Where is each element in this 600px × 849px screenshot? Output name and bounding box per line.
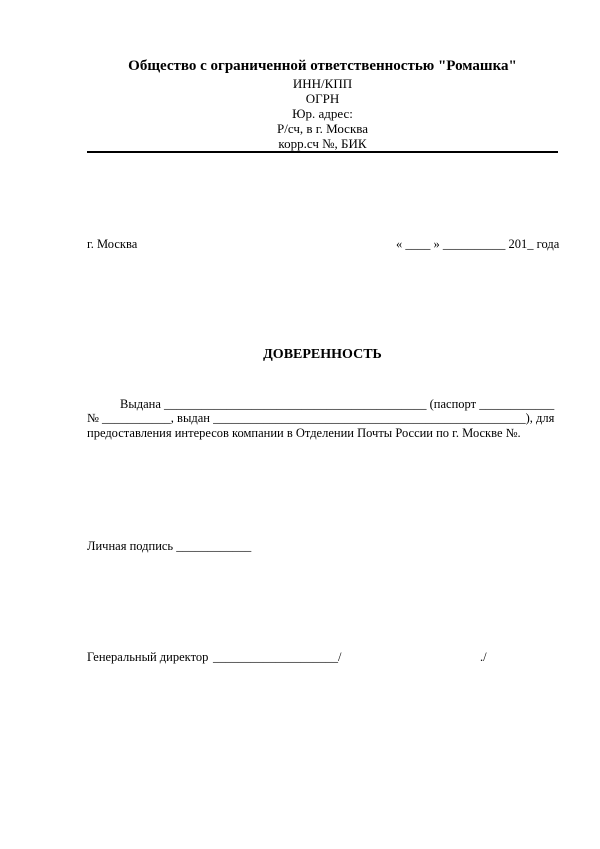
body-line-1: Выдана __________________________________________ (паспорт ____________ — [120, 397, 555, 411]
body-line-3: предоставления интересов компании в Отделении Почты России по г. Москве №. — [87, 426, 521, 440]
director-label: Генеральный директор — [87, 650, 209, 664]
header-divider — [87, 151, 558, 153]
corr-account-line: корр.сч №, БИК — [278, 136, 367, 151]
organization-name: Общество с ограниченной ответственностью "Ромашка" — [128, 58, 517, 74]
legal-address-line: Юр. адрес: — [292, 106, 353, 121]
body-line-2: № ___________, выдан __________________________________________________), для — [87, 411, 555, 425]
inn-kpp-line: ИНН/КПП — [292, 76, 353, 91]
personal-signature-line: Личная подпись ____________ — [87, 539, 252, 553]
document-title: ДОВЕРЕННОСТЬ — [263, 347, 382, 362]
director-name-end: ./ — [480, 650, 487, 664]
date-line: « ____ » __________ 201_ года — [396, 237, 560, 251]
place-of-issue: г. Москва — [87, 237, 138, 251]
director-signature-line: ____________________/ — [213, 650, 342, 664]
ogrn-line: ОГРН — [305, 91, 340, 106]
bank-account-line: Р/сч, в г. Москва — [276, 121, 369, 136]
